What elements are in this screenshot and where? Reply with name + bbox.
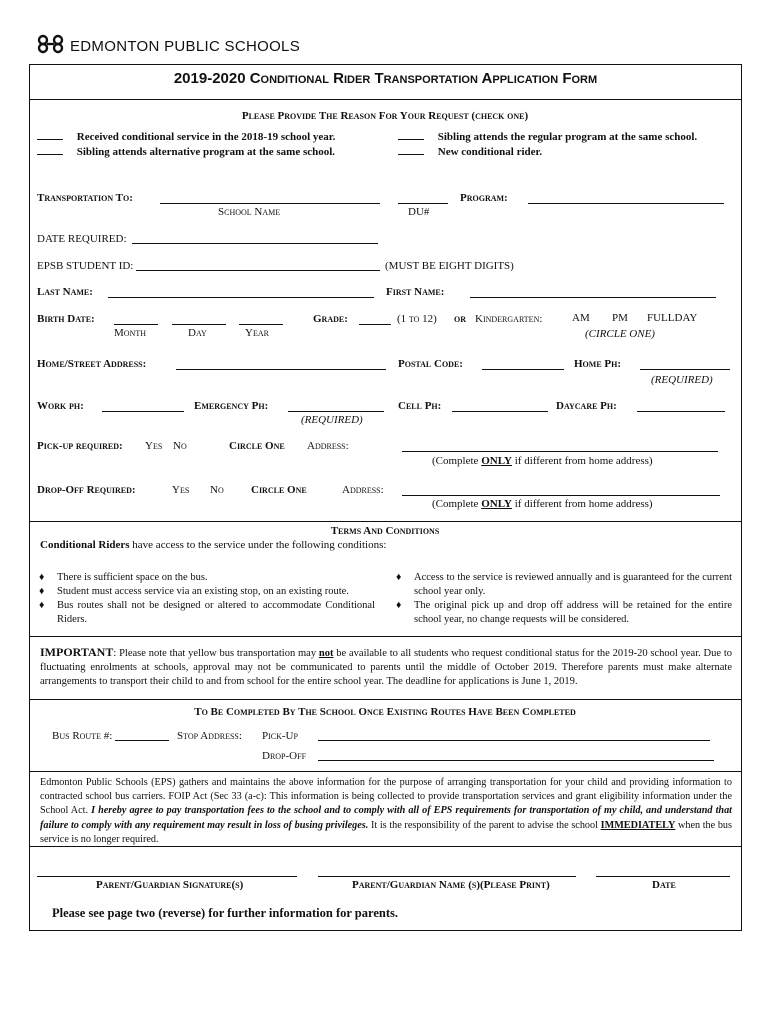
- student-id-label: EPSB STUDENT ID:: [37, 260, 134, 272]
- work-ph-field[interactable]: [102, 411, 184, 412]
- home-address-label: Home/Street Address:: [37, 358, 147, 370]
- work-ph-label: Work ph:: [37, 400, 84, 412]
- dropoff-required-label: Drop-Off Required:: [37, 484, 136, 496]
- dropoff-stop-field[interactable]: [318, 760, 714, 761]
- student-id-field[interactable]: [136, 270, 380, 271]
- student-id-note: (MUST BE EIGHT DIGITS): [385, 260, 514, 272]
- reason-option-1[interactable]: Received conditional service in the 2018-19 school year.: [37, 129, 335, 143]
- bus-route-field[interactable]: [115, 740, 169, 741]
- reason-option-2[interactable]: Sibling attends alternative program at the same school.: [37, 144, 335, 158]
- form-title: 2019-2020 Conditional Rider Transportation Application Form: [173, 70, 598, 87]
- birth-year-field[interactable]: [239, 324, 283, 325]
- month-caption: Month: [114, 327, 146, 339]
- terms-right-item-1: ♦ Access to the service is reviewed annually and is guaranteed for the current school year only.: [396, 572, 732, 597]
- foip-notice: Edmonton Public Schools (EPS) gathers and maintains the above information for the purpose of arranging transportation for your child and providing information to contracted school bus carriers. FOIP Act (Sec 33 (a-c): This information is being collected to provide transportation services and grant eligibility information under the School Act. I hereby agree to pay transportation fees to the school and to comply with all of EPS requirements for transportation of my child, and understand that failure to comply with any requirement may result in loss of busing privileges. It is the responsibility of the parent to advise the school IMMEDIATELY when the bus service is no longer required.: [40, 777, 732, 845]
- signature-field[interactable]: [37, 876, 297, 877]
- or-label: or: [454, 313, 466, 325]
- postal-code-label: Postal Code:: [398, 358, 463, 370]
- pickup-stop-label: Pick-Up: [262, 730, 298, 742]
- terms-left-item-2: ♦ Student must access service via an existing stop, on an existing route.: [39, 586, 349, 597]
- pm-option[interactable]: PM: [612, 312, 628, 324]
- birth-month-field[interactable]: [114, 324, 158, 325]
- date-required-field[interactable]: [132, 243, 378, 244]
- pickup-circle-one: Circle One: [229, 440, 285, 452]
- du-field[interactable]: [398, 203, 448, 204]
- reason-option-4[interactable]: New conditional rider.: [398, 144, 542, 158]
- postal-code-field[interactable]: [482, 369, 564, 370]
- home-address-field[interactable]: [176, 369, 386, 370]
- school-name-caption: School Name: [218, 206, 281, 218]
- terms-intro: Conditional Riders have access to the service under the following conditions:: [40, 539, 387, 551]
- district-name: EDMONTON PUBLIC SCHOOLS: [70, 38, 300, 55]
- dropoff-stop-label: Drop-Off: [262, 750, 307, 762]
- cell-ph-label: Cell Ph:: [398, 400, 442, 412]
- birth-day-field[interactable]: [172, 324, 226, 325]
- grade-label: Grade:: [313, 313, 348, 325]
- terms-left-item-3: ♦ Bus routes shall not be designed or altered to accommodate Conditional Riders.: [39, 600, 375, 625]
- home-ph-field[interactable]: [640, 369, 730, 370]
- reason-heading: Please Provide The Reason For Your Request (check one): [241, 110, 529, 122]
- birth-date-label: Birth Date:: [37, 313, 95, 325]
- terms-right-item-2: ♦ The original pick up and drop off address will be retained for the entire school year, no change requests will be considered.: [396, 600, 732, 625]
- day-caption: Day: [188, 327, 207, 339]
- pickup-stop-field[interactable]: [318, 740, 710, 741]
- grade-range: (1 to 12): [397, 313, 437, 325]
- emergency-ph-label: Emergency Ph:: [194, 400, 269, 412]
- kindergarten-label: Kindergarten:: [475, 313, 543, 325]
- du-caption: DU#: [408, 206, 430, 218]
- pickup-no[interactable]: No: [173, 440, 187, 452]
- home-ph-label: Home Ph:: [574, 358, 622, 370]
- transportation-to-label: Transportation To:: [37, 192, 133, 204]
- dropoff-address-label: Address:: [342, 484, 384, 496]
- date-required-label: DATE REQUIRED:: [37, 233, 127, 245]
- dropoff-yes[interactable]: Yes: [172, 484, 190, 496]
- guardian-name-field[interactable]: [318, 876, 576, 877]
- guardian-name-caption: Parent/Guardian Name (s)(Please Print): [352, 879, 550, 891]
- grade-field[interactable]: [359, 324, 391, 325]
- footer-note: Please see page two (reverse) for further information for parents.: [52, 906, 398, 920]
- terms-heading: Terms And Conditions: [330, 525, 440, 537]
- pickup-required-label: Pick-up required:: [37, 440, 123, 452]
- daycare-ph-label: Daycare Ph:: [556, 400, 617, 412]
- pickup-yes[interactable]: Yes: [145, 440, 163, 452]
- year-caption: Year: [245, 327, 269, 339]
- stop-address-label: Stop Address:: [177, 730, 242, 742]
- dropoff-address-note: (Complete ONLY if different from home address): [432, 498, 653, 510]
- program-field[interactable]: [528, 203, 724, 204]
- last-name-label: Last Name:: [37, 286, 93, 298]
- school-name-field[interactable]: [160, 203, 380, 204]
- first-name-label: First Name:: [386, 286, 445, 298]
- program-label: Program:: [460, 192, 508, 204]
- emergency-ph-field[interactable]: [288, 411, 384, 412]
- fullday-option[interactable]: FULLDAY: [647, 312, 698, 324]
- signature-caption: Parent/Guardian Signature(s): [96, 879, 244, 891]
- daycare-ph-field[interactable]: [637, 411, 725, 412]
- home-ph-required: (REQUIRED): [651, 374, 713, 386]
- cell-ph-field[interactable]: [452, 411, 548, 412]
- date-caption: Date: [652, 879, 676, 891]
- am-option[interactable]: AM: [572, 312, 590, 324]
- eps-logo-icon: [36, 34, 66, 54]
- bus-route-label: Bus Route #:: [52, 730, 113, 742]
- dropoff-circle-one: Circle One: [251, 484, 307, 496]
- circle-one-note: (CIRCLE ONE): [585, 328, 655, 340]
- important-notice: IMPORTANT: Please note that yellow bus transportation may not be available to all students who request conditional status for the 2019-20 school year. Due to fluctuating enrolments at schools, approval may not be communicated to parents until the middle of October 2019. Therefore parents must make alternate arrangements to transport their child to and from school for the entire school year. The deadline for applications is June 1, 2019.: [40, 645, 732, 687]
- school-section-heading: To Be Completed By The School Once Existing Routes Have Been Completed: [194, 706, 576, 718]
- terms-left-item-1: ♦ There is sufficient space on the bus.: [39, 572, 208, 583]
- dropoff-no[interactable]: No: [210, 484, 224, 496]
- first-name-field[interactable]: [470, 297, 716, 298]
- pickup-address-note: (Complete ONLY if different from home address): [432, 455, 653, 467]
- dropoff-address-field[interactable]: [402, 495, 720, 496]
- last-name-field[interactable]: [108, 297, 374, 298]
- date-field[interactable]: [596, 876, 730, 877]
- pickup-address-label: Address:: [307, 440, 349, 452]
- pickup-address-field[interactable]: [402, 451, 718, 452]
- reason-option-3[interactable]: Sibling attends the regular program at the same school.: [398, 129, 697, 143]
- emergency-ph-required: (REQUIRED): [301, 414, 363, 426]
